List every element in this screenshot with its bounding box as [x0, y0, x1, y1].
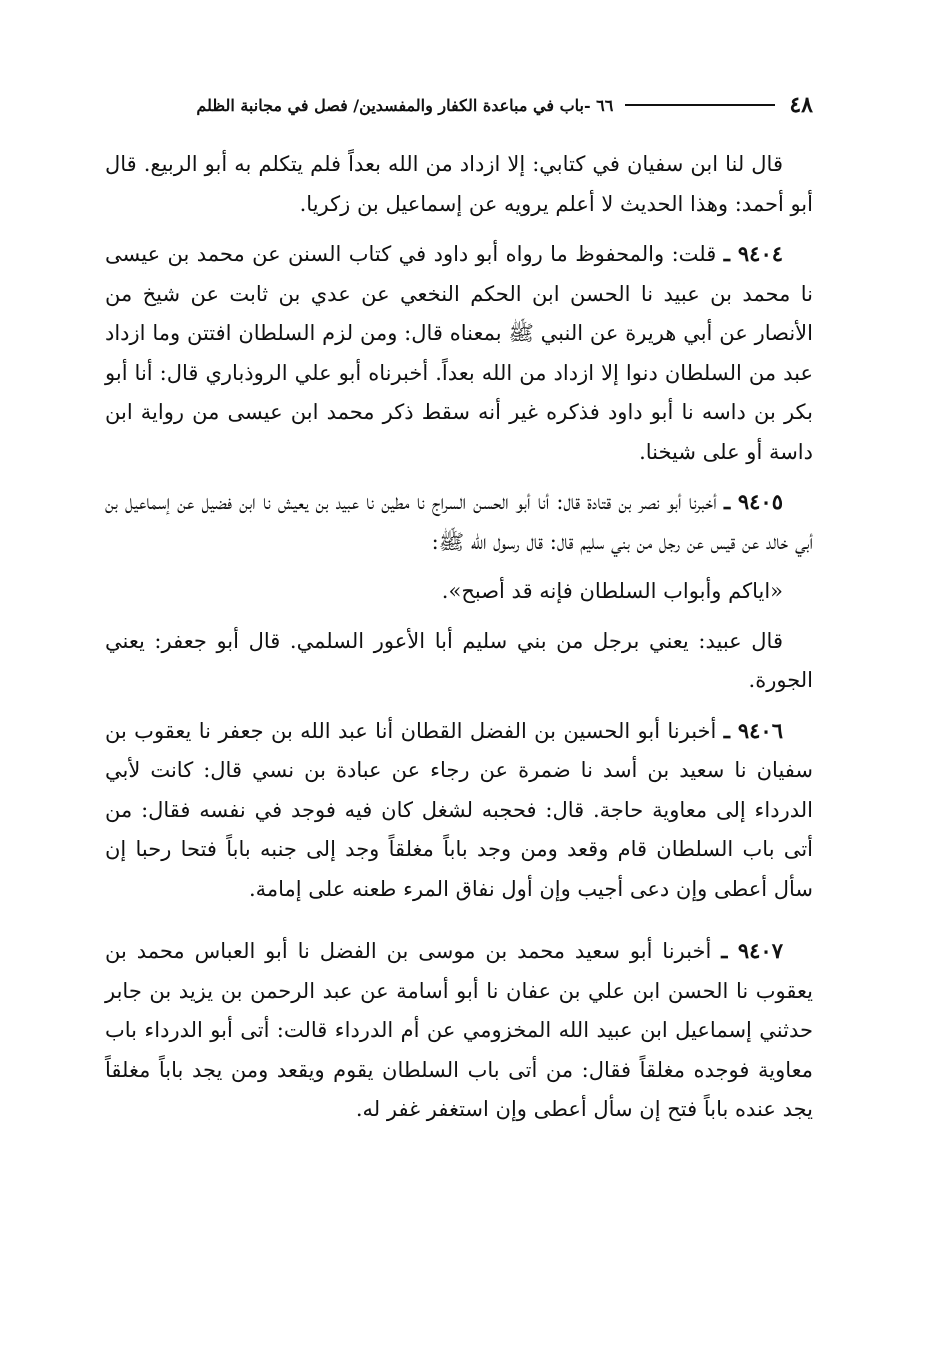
hadith-paragraph	[105, 482, 813, 562]
quoted-hadith	[105, 572, 813, 612]
paragraph	[105, 145, 813, 224]
hadith-paragraph	[105, 234, 813, 472]
paragraph-text: قال عبيد: يعني برجل من بني سليم أبا الأعور السلمي. قال أبو جعفر: يعني الجورة.	[105, 628, 813, 692]
paragraph-text: أخبرنا أبو سعيد محمد بن موسى بن الفضل نا أبو العباس محمد بن يعقوب نا الحسن ابن علي بن عفان نا أبو أسامة عن عبد الرحمن بن يزيد بن جابر حدثني إسماعيل ابن عبيد الله المخزومي عن أم الدرداء قالت: أتى أبو الدرداء باب معاوية فوجده مغلقاً فقال: من أتى باب السلطان يقوم ويقعد ومن يجد باباً مغلقاً يجد عنده باباً فتح إن سأل أعطى وإن استغفر غفر له.	[105, 939, 813, 1121]
paragraph-text: قال لنا ابن سفيان في كتابي: إلا ازداد من الله بعداً فلم يتكلم به أبو الربيع. قال أبو أحمد: وهذا الحديث لا أعلم يرويه عن إسماعيل بن زكريا.	[105, 152, 813, 216]
main-text	[105, 145, 813, 1140]
paragraph	[105, 622, 813, 701]
running-header	[108, 88, 813, 122]
hadith-number: ٩٤٠٤ ـ	[723, 241, 784, 266]
hadith-paragraph	[105, 711, 813, 910]
hadith-number: ٩٤٠٥ ـ	[723, 489, 783, 514]
paragraph-text: قلت: والمحفوظ ما رواه أبو داود في كتاب السنن عن محمد بن عيسى نا محمد بن عبيد نا الحسن ابن الحكم النخعي عن عدي بن ثابت عن شيخ من الأنصار عن أبي هريرة عن النبي ﷺ بمعناه قال: ومن لزم السلطان افتتن وما ازداد عبد من السلطان دنوا إلا ازداد من الله بعداً. أخبرناه أبو علي الروذباري قال: أنا أبو بكر بن داسه نا أبو داود فذكره غير أنه سقط ذكر محمد ابن عيسى من رواية ابن داسة أو على شيخنا.	[105, 242, 813, 464]
paragraph-text: «اياكم وأبواب السلطان فإنه قد أصبح».	[441, 579, 783, 603]
hadith-number: ٩٤٠٦ ـ	[723, 717, 783, 743]
paragraph-text: أخبرنا أبو الحسين بن الفضل القطان أنا عبد الله بن جعفر نا يعقوب بن سفيان نا سعيد بن أسد نا ضمرة عن رجاء عن عبادة بن نسي قال: كانت لأبي الدرداء إلى معاوية حاجة. قال: فحجبه لشغل كان فيه فوجد في نفسه فقال: من أتى باب السلطان قام وقعد ومن وجد باباً مغلقاً وجد إلى جنبه باباً فتحا رحبا إن سأل أعطى وإن دعى أجيب وإن أول نفاق المرء طعنه على إمامة.	[105, 718, 813, 901]
hadith-number: ٩٤٠٧ ـ	[721, 938, 783, 963]
paragraph-text: أخبرنا أبو نصر بن قتادة قال: أنا أبو الحسن السراج نا مطين نا عبيد بن يعيش نا ابن فضيل عن إسماعيل بن أبي خالد عن قيس عن رجل من بني سليم قال: قال رسول الله ﷺ:	[105, 490, 813, 554]
chapter-title: ٦٦ -باب في مباعدة الكفار والمفسدين/ فصل في مجانبة الظلم	[196, 95, 614, 115]
header-rule	[625, 104, 775, 106]
hadith-paragraph	[105, 931, 813, 1130]
page-number: ٤٨	[789, 92, 813, 118]
